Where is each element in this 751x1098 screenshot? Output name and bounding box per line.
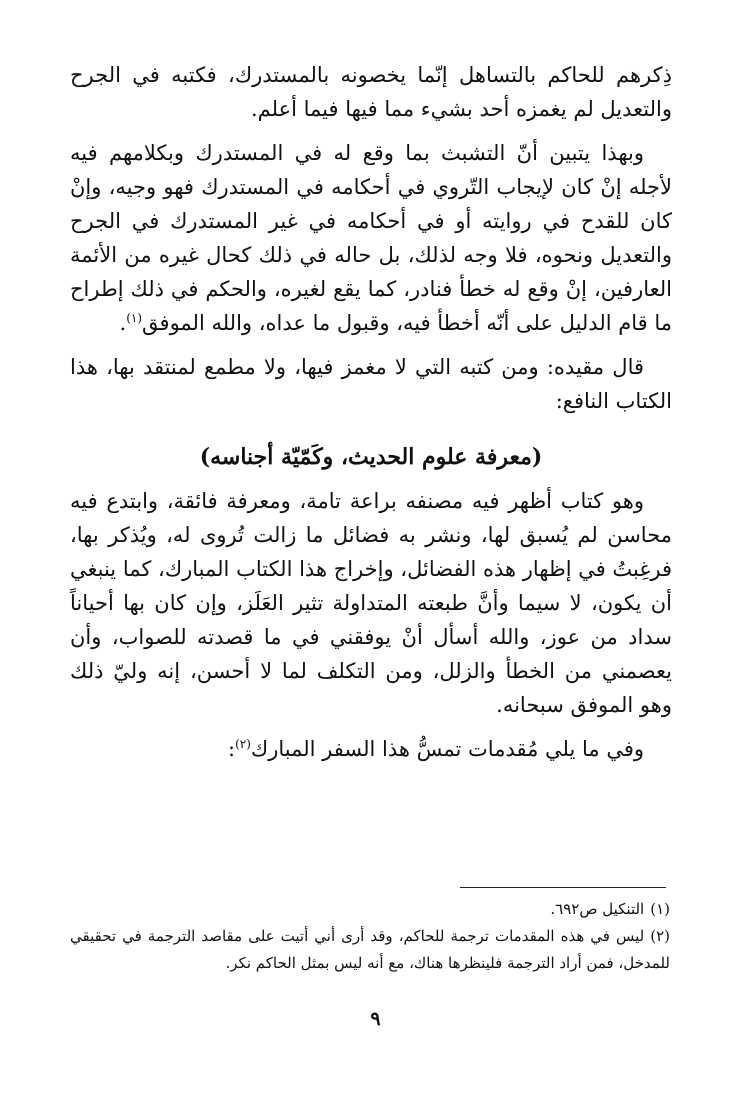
paragraph-5-end: : [228, 737, 236, 761]
page-number: ٩ [370, 1008, 381, 1030]
section-heading: (معرفة علوم الحديث، وكَمّيّة أجناسه) [199, 444, 543, 470]
paragraph-5 [70, 732, 672, 766]
page-body [70, 58, 672, 776]
footnote-divider [460, 887, 666, 888]
paragraph-2-text: وبهذا يتبين أنّ التشبث بما وقع له في المستدرك وبكلامهم فيه لأجله إنْ كان لإيجاب التّروي في أحكامه في المستدرك فهو وجيه، وإنْ كان للقدح في روايته أو في أحكامه في غير المستدرك في الجرح والتعديل ونحوه، فلا وجه لذلك، بل حاله في ذلك كحال غيره من الأئمة العارفين، إنْ وقع له خطأ فنادر، كما يقع لغيره، والحكم في ذلك إطراح ما قام الدليل على أنّه أخطأ فيه، وقبول ما عداه، والله الموفق [70, 141, 672, 335]
footnote-number: (١) [650, 900, 670, 918]
paragraph-1: ذِكرهم للحاكم بالتساهل إنّما يخصونه بالمستدرك، فكتبه في الجرح والتعديل لم يغمزه أحد بشيء مما فيها فيما أعلم. [70, 63, 672, 121]
footnote-ref-1: (١) [126, 311, 143, 325]
footnote-ref-2: (٢) [235, 737, 251, 751]
paragraph-4: وهو كتاب أظهر فيه مصنفه براعة تامة، ومعرفة فائقة، وابتدع فيه محاسن لم يُسبق لها، ونشر به فضائل ما زالت تُروى له، ويُذكر بها، فرغِبتُ في إظهار هذه الفضائل، وإخراج هذا الكتاب المبارك، كما ينبغي أن يكون، لا سيما وأنَّ طبعته المتداولة تثير العَلَز، وإن كان بها أحياناً سداد من عوز، والله أسأل أنْ يوفقني في ما قصدته للصواب، وأن يعصمني من الخطأ والزلل، ومن التكلف لما لا أحسن، إنه وليّ ذلك وهو الموفق سبحانه. [70, 489, 672, 717]
footnote-1 [70, 896, 670, 923]
footnote-text: التنكيل ص٦٩٢. [550, 900, 645, 918]
footnote-2 [70, 923, 670, 977]
paragraph-5-text: وفي ما يلي مُقدمات تمسُّ هذا السفر المبارك [250, 737, 644, 761]
paragraph-2 [70, 136, 672, 340]
footnotes [70, 896, 670, 977]
footnote-number: (٢) [650, 927, 670, 945]
paragraph-2-end: . [119, 311, 127, 335]
footnote-text: ليس في هذه المقدمات ترجمة للحاكم، وقد أرى أني أتيت على مقاصد الترجمة في تحقيقي للمدخل، فمن أراد الترجمة فلينظرها هناك، مع أنه ليس بمثل الحاكم نكر. [70, 927, 670, 972]
paragraph-3: قال مقيده: ومن كتبه التي لا مغمز فيها، ولا مطمع لمنتقد بها، هذا الكتاب النافع: [70, 355, 672, 413]
